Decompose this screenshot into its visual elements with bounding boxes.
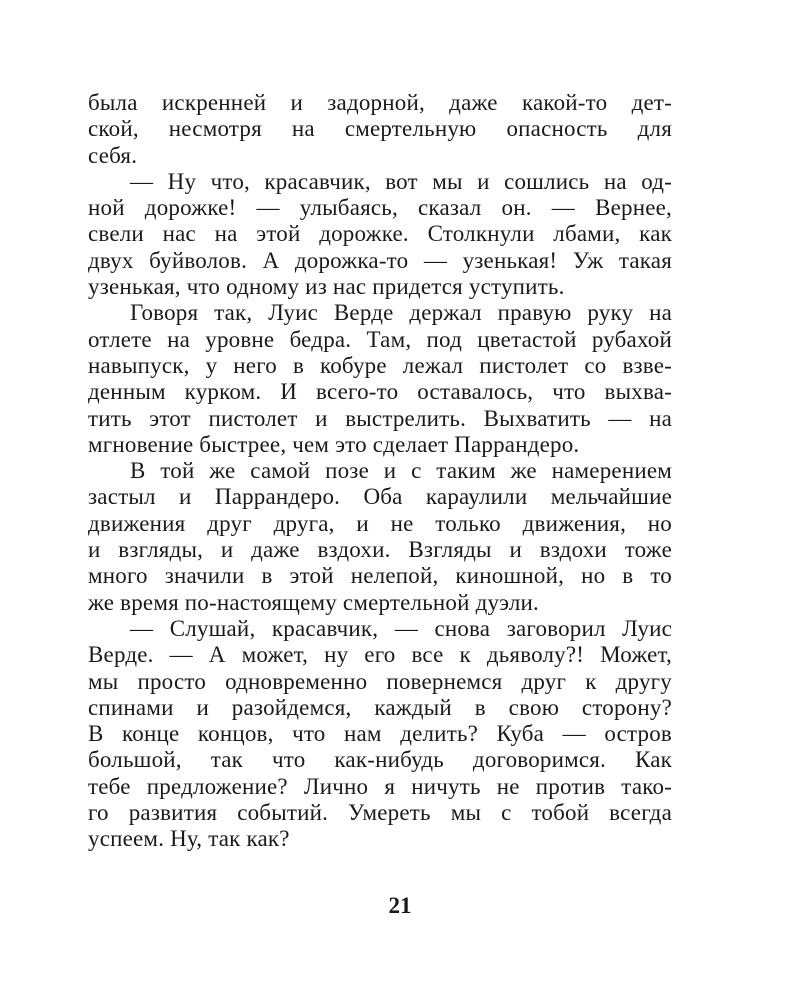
text-line: навыпуск, у него в кобуре лежал пистолет со взве-: [88, 352, 672, 378]
text-line: мгновение быстрее, чем это сделает Паррандеро.: [88, 431, 580, 457]
text-line: ской, несмотря на смертельную опасность для: [88, 116, 672, 142]
text-line: отлете на уровне бедра. Там, под цветастой рубахой: [88, 326, 672, 352]
text-line: Говоря так, Луис Верде держал правую руку на: [130, 300, 672, 326]
text-line: же время по-настоящему смертельной дуэли.: [88, 589, 539, 615]
text-line: застыл и Паррандеро. Оба караулили мельчайшие: [88, 484, 672, 510]
text-line: двух буйволов. А дорожка-то — узенькая! Уж такая: [88, 247, 672, 273]
text-line: была искренней и задорной, даже какой-то дет-: [88, 90, 672, 115]
text-line: спинами и разойдемся, каждый в свою сторону?: [88, 694, 672, 720]
text-line: мы просто одновременно повернемся друг к другу: [88, 668, 672, 694]
text-line: денным курком. И всего-то оставалось, что выхва-: [88, 379, 672, 405]
text-line: большой, так что как-нибудь договоримся. Как: [88, 747, 672, 773]
text-line: узенькая, что одному из нас придется уступить.: [88, 274, 565, 300]
text-line: успеем. Ну, так как?: [88, 826, 290, 852]
text-line: Верде. — А может, ну его все к дьяволу?! Может,: [88, 642, 672, 668]
text-line: и взгляды, и даже вздохи. Взгляды и вздохи тоже: [88, 537, 672, 563]
text-line: движения друг друга, и не только движения, но: [88, 510, 672, 536]
page-number: 21: [388, 893, 412, 918]
text-line: В той же самой позе и с таким же намерением: [130, 458, 672, 484]
text-line: себя.: [88, 142, 138, 168]
text-line: го развития событий. Умереть мы с тобой всегда: [88, 800, 672, 826]
text-line: тить этот пистолет и выстрелить. Выхватить — на: [88, 405, 672, 431]
text-line: много значили в этой нелепой, киношной, но в то: [88, 563, 672, 589]
text-line: свели нас на этой дорожке. Столкнули лбами, как: [88, 221, 672, 247]
text-line: ной дорожке! — улыбаясь, сказал он. — Вернее,: [88, 195, 672, 221]
page-body: [88, 90, 672, 853]
text-line: В конце концов, что нам делить? Куба — остров: [88, 721, 672, 747]
text-line: — Ну что, красавчик, вот мы и сошлись на од-: [130, 168, 672, 194]
text-line: тебе предложение? Лично я ничуть не против тако-: [88, 773, 672, 799]
text-line: — Слушай, красавчик, — снова заговорил Луис: [130, 615, 672, 641]
